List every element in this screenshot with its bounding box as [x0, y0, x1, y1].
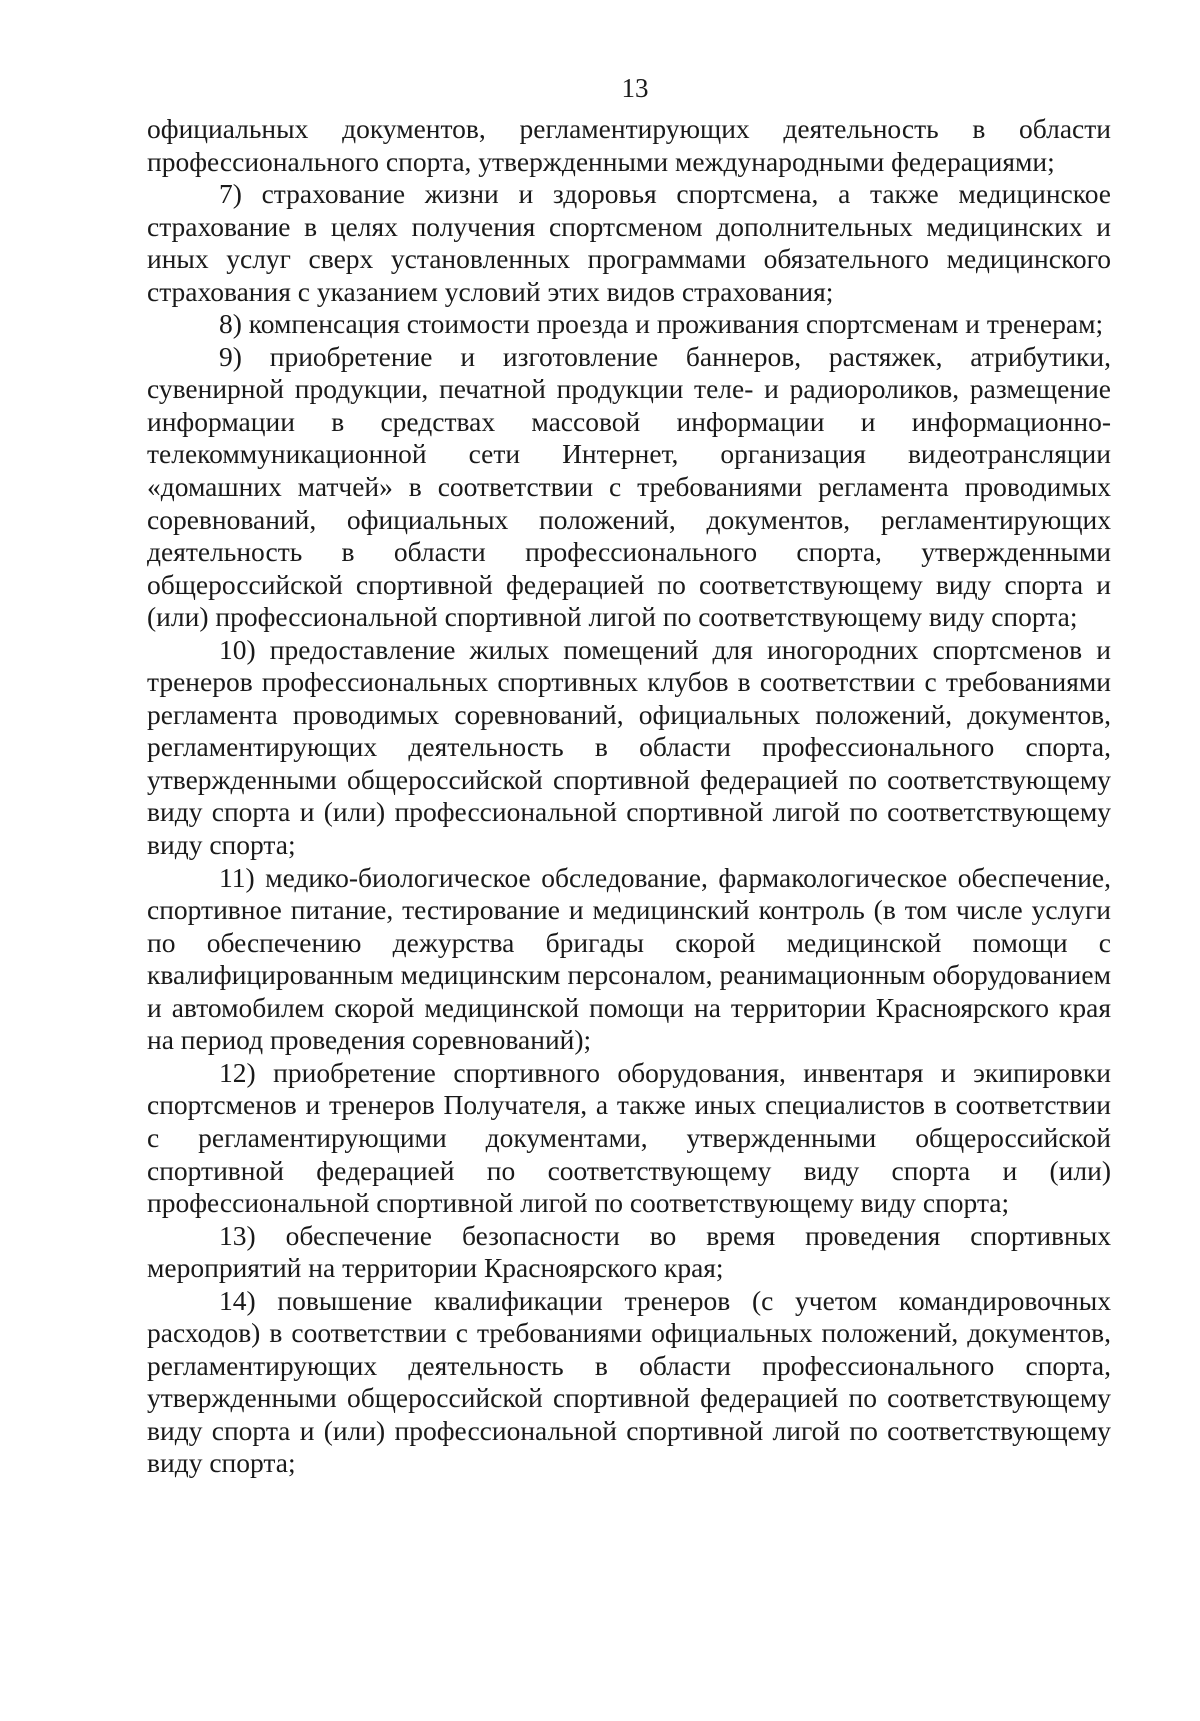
list-item-9: 9) приобретение и изготовление баннеров, растяжек, атрибутики, сувенирной продукции, печатной продукции теле- и радиороликов, размещение информации в средствах массовой информации и информационно-телекоммуникационной сети Интернет, организация видеотрансляции «домашних матчей» в соответствии с требованиями регламента проводимых соревнований, официальных положений, документов, регламентирующих деятельность в области профессионального спорта, утвержденными общероссийской спортивной федерацией по соответствующему виду спорта и (или) профессиональной спортивной лигой по соответствующему виду спорта; — [147, 340, 1111, 633]
list-item-11: 11) медико-биологическое обследование, фармакологическое обеспечение, спортивное питание, тестирование и медицинский контроль (в том числе услуги по обеспечению дежурства бригады скорой медицинской помощи с квалифицированным медицинским персоналом, реанимационным оборудованием и автомобилем скорой медицинской помощи на территории Красноярского края на период проведения соревнований); — [147, 861, 1111, 1056]
list-item-14: 14) повышение квалификации тренеров (с учетом командировочных расходов) в соответствии с требованиями официальных положений, документов, регламентирующих деятельность в области профессионального спорта, утвержденными общероссийской спортивной федерацией по соответствующему виду спорта и (или) профессиональной спортивной лигой по соответствующему виду спорта; — [147, 1284, 1111, 1479]
list-item-10: 10) предоставление жилых помещений для иногородних спортсменов и тренеров профессиональных спортивных клубов в соответствии с требованиями регламента проводимых соревнований, официальных положений, документов, регламентирующих деятельность в области профессионального спорта, утвержденными общероссийской спортивной федерацией по соответствующему виду спорта и (или) профессиональной спортивной лигой по соответствующему виду спорта; — [147, 633, 1111, 861]
list-item-8: 8) компенсация стоимости проезда и проживания спортсменам и тренерам; — [219, 308, 1104, 340]
page-number: 13 — [621, 73, 649, 103]
paragraph-continuation: официальных документов, регламентирующих деятельность в области профессионального спорта, утвержденными международными федерациями; — [147, 113, 1111, 177]
list-item-7: 7) страхование жизни и здоровья спортсмена, а также медицинское страхование в целях получения спортсменом дополнительных медицинских и иных услуг сверх установленных программами обязательного медицинского страхования с указанием условий этих видов страхования; — [147, 178, 1111, 307]
list-item-13: 13) обеспечение безопасности во время проведения спортивных мероприятий на территории Красноярского края; — [147, 1219, 1111, 1284]
document-body — [147, 113, 1111, 1480]
list-item-12: 12) приобретение спортивного оборудования, инвентаря и экипировки спортсменов и тренеров Получателя, а также иных специалистов в соответствии с регламентирующими документами, утвержденными общероссийской спортивной федерацией по соответствующему виду спорта и (или) профессиональной спортивной лигой по соответствующему виду спорта; — [147, 1056, 1111, 1219]
